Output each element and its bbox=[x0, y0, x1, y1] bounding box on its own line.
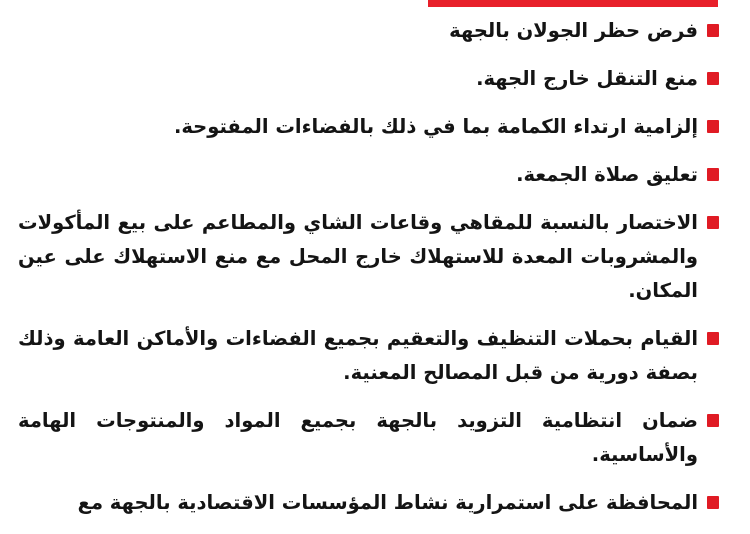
list-item-text: ضمان انتظامية التزويد بالجهة بجميع المواد والمنتوجات الهامة والأساسية. bbox=[18, 409, 698, 466]
list-item bbox=[18, 62, 732, 96]
list-item-text: المحافظة على استمرارية نشاط المؤسسات الاقتصادية بالجهة مع bbox=[77, 491, 698, 514]
list-item bbox=[18, 14, 732, 48]
list-item-text: تعليق صلاة الجمعة. bbox=[516, 163, 698, 186]
red-square-bullet-icon bbox=[707, 120, 719, 133]
list-item bbox=[18, 486, 732, 520]
header-accent-strip bbox=[428, 0, 718, 7]
measures-list bbox=[18, 14, 732, 534]
list-item bbox=[18, 404, 732, 472]
red-square-bullet-icon bbox=[707, 72, 719, 85]
list-item-text: القيام بحملات التنظيف والتعقيم بجميع الفضاءات والأماكن العامة وذلك بصفة دورية من قبل المصالح المعنية. bbox=[18, 327, 698, 384]
list-item bbox=[18, 322, 732, 390]
list-item-text: فرض حظر الجولان بالجهة bbox=[449, 19, 698, 42]
red-square-bullet-icon bbox=[707, 216, 719, 229]
red-square-bullet-icon bbox=[707, 496, 719, 509]
red-square-bullet-icon bbox=[707, 414, 719, 427]
red-square-bullet-icon bbox=[707, 332, 719, 345]
red-square-bullet-icon bbox=[707, 24, 719, 37]
list-item-text: إلزامية ارتداء الكمامة بما في ذلك بالفضاءات المفتوحة. bbox=[173, 115, 698, 138]
list-item bbox=[18, 110, 732, 144]
red-square-bullet-icon bbox=[707, 168, 719, 181]
list-item bbox=[18, 206, 732, 308]
list-item-text: الاختصار بالنسبة للمقاهي وقاعات الشاي والمطاعم على بيع المأكولات والمشروبات المعدة للاستهلاك خارج المحل مع منع الاستهلاك على عين المكان. bbox=[18, 211, 698, 302]
list-item bbox=[18, 158, 732, 192]
list-item-text: منع التنقل خارج الجهة. bbox=[476, 67, 698, 90]
